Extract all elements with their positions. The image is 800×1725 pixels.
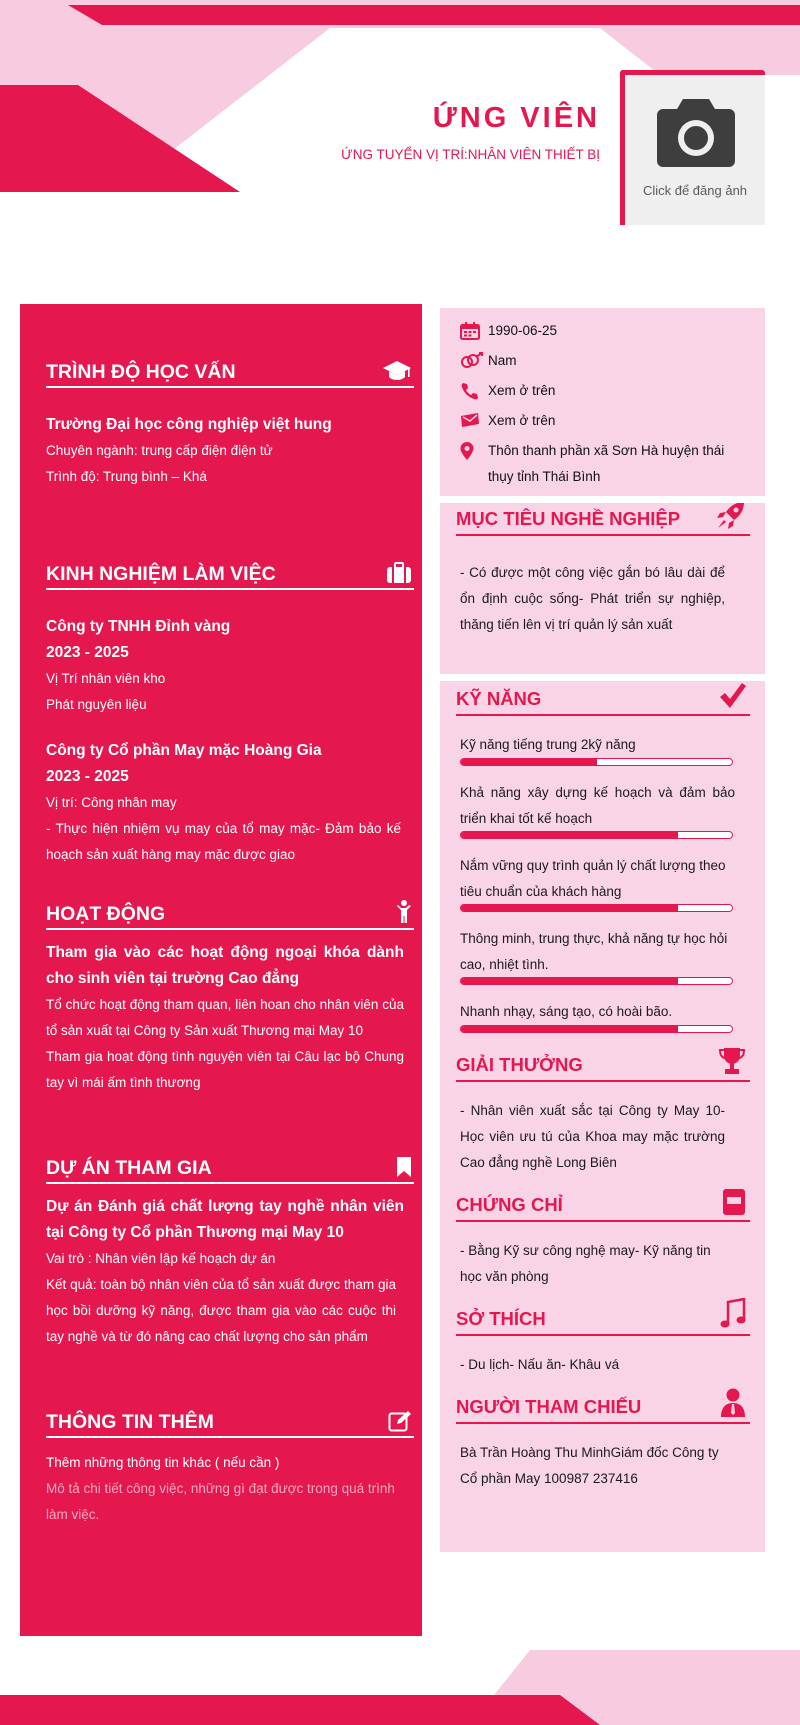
edit-icon [388, 1410, 412, 1432]
awards-title: GIẢI THƯỞNG [456, 1054, 583, 1075]
briefcase-icon [386, 562, 412, 584]
photo-upload[interactable] [620, 70, 765, 225]
skill-bar [460, 831, 733, 839]
objective-text: - Có được một công việc gắn bó lâu dài để ổn định cuộc sống- Phát triển sự nghiệp, thăng tiến lên vị trí quản lý sản xuất [460, 565, 725, 632]
activities-line: Tổ chức hoạt động tham quan, liên hoan cho nhân viên của tổ sản xuất tại Công ty Sản xuất Thương mại May 10 [46, 997, 404, 1038]
job-period: 2023 - 2025 [46, 768, 129, 785]
project-role: Vai trò : Nhân viên lập kế hoạch dự án [46, 1251, 276, 1266]
gender-icon [460, 352, 484, 370]
skill-bar [460, 1025, 733, 1033]
education-level: Trình độ: Trung bình – Khá [46, 469, 207, 484]
skill-bar-fill [461, 978, 678, 984]
skills-heading [456, 682, 750, 716]
rocket-icon [716, 500, 746, 530]
trophy-icon [718, 1046, 746, 1076]
skill-bar-fill [461, 759, 597, 765]
job-line: - Thực hiện nhiệm vụ may của tổ may mặc- Đảm bảo kế hoạch sản xuất hàng may mặc được giao [46, 821, 401, 862]
person-icon [396, 900, 412, 924]
job-company: Công ty Cổ phần May mặc Hoàng Gia [46, 742, 322, 759]
objective-heading [456, 502, 750, 536]
section-divider [440, 496, 765, 503]
activities-title: HOẠT ĐỘNG [46, 903, 166, 925]
activities-headline: Tham gia vào các hoạt động ngoại khóa dành cho sinh viên tại trường Cao đẳng [46, 944, 404, 987]
job-line: Vị Trí nhân viên kho [46, 671, 166, 686]
more-info-description: Mô tả chi tiết công việc, những gì đạt được trong quá trình làm việc. [46, 1481, 395, 1522]
skill-label: Kỹ năng tiếng trung 2kỹ năng [460, 737, 636, 752]
skill-label: Khả năng xây dựng kế hoạch và đảm bảo triển khai tốt kế hoạch [460, 785, 735, 826]
certificates-text: - Bằng Kỹ sư công nghệ may- Kỹ năng tin học văn phòng [460, 1243, 711, 1284]
job-line: Phát nguyên liệu [46, 697, 147, 712]
skills-title: KỸ NĂNG [456, 688, 542, 709]
person-tie-icon [720, 1388, 746, 1418]
phone-icon [460, 382, 478, 400]
project-result: Kết quả: toàn bộ nhân viên của tổ sản xuất được tham gia học bồi dưỡng kỹ năng, được tham gia vào các cuộc thi tay nghề và từ đó nâng cao chất lượng cho sản phẩm [46, 1277, 396, 1344]
more-info-line: Thêm những thông tin khác ( nếu cần ) [46, 1455, 280, 1470]
skill-label: Thông minh, trung thực, khả năng tự học hỏi cao, nhiệt tình. [460, 931, 728, 972]
projects-title: DỰ ÁN THAM GIA [46, 1157, 212, 1179]
calendar-icon [460, 322, 480, 340]
skill-label: Nhanh nhạy, sáng tạo, có hoài bão. [460, 1004, 673, 1019]
email-icon [460, 412, 480, 428]
education-major: Chuyên ngành: trung cấp điện điện tử [46, 443, 273, 458]
skill-bar [460, 904, 733, 912]
skill-label: Nắm vững quy trình quản lý chất lượng theo tiêu chuẩn của khách hàng [460, 858, 726, 899]
activities-line: Tham gia hoạt động tình nguyện viên tại Câu lạc bộ Chung tay vì mái ấm tình thương [46, 1049, 404, 1090]
address: Thôn thanh phần xã Sơn Hà huyện thái thụy tỉnh Thái Bình [488, 443, 725, 484]
graduation-cap-icon [382, 360, 412, 382]
experience-title: KINH NGHIỆM LÀM VIỆC [46, 563, 276, 585]
gender: Nam [488, 353, 517, 368]
certificates-heading [456, 1188, 750, 1222]
section-divider [440, 674, 765, 681]
objective-title: MỤC TIÊU NGHỀ NGHIỆP [456, 508, 681, 529]
certificate-icon [722, 1188, 746, 1216]
hobbies-heading [456, 1302, 750, 1336]
references-heading [456, 1390, 750, 1424]
experience-heading [46, 558, 414, 590]
certificates-title: CHỨNG CHỈ [456, 1194, 563, 1215]
references-title: NGƯỜI THAM CHIẾU [456, 1396, 642, 1417]
hobbies-text: - Du lịch- Nấu ăn- Khâu vá [460, 1357, 620, 1372]
awards-text: - Nhân viên xuất sắc tại Công ty May 10- Học viên ưu tú của Khoa may mặc trường Cao đẳng nghề Long Biên [460, 1103, 725, 1170]
activities-heading [46, 898, 414, 930]
skill-bar-fill [461, 1026, 678, 1032]
skill-bar-fill [461, 832, 678, 838]
more-info-heading [46, 1406, 414, 1438]
bookmark-icon [396, 1156, 412, 1178]
job-period: 2023 - 2025 [46, 644, 129, 661]
applied-position: ỨNG TUYỂN VỊ TRÍ:NHÂN VIÊN THIẾT BỊ [341, 147, 600, 162]
education-heading [46, 356, 414, 388]
projects-heading [46, 1152, 414, 1184]
skill-bar-fill [461, 905, 678, 911]
awards-heading [456, 1048, 750, 1082]
right-column [440, 308, 765, 1552]
email: Xem ở trên [488, 413, 556, 428]
photo-caption: Click để đăng ảnh [642, 183, 748, 198]
skill-bar [460, 977, 733, 985]
music-note-icon [720, 1298, 746, 1330]
candidate-name: ỨNG VIÊN [432, 102, 600, 134]
phone: Xem ở trên [488, 383, 556, 398]
job-company: Công ty TNHH Đỉnh vàng [46, 618, 231, 635]
location-pin-icon [460, 442, 474, 460]
birthday: 1990-06-25 [488, 323, 558, 338]
education-school: Trường Đại học công nghiệp việt hung [46, 416, 332, 433]
job-line: Vị trí: Công nhân may [46, 795, 177, 810]
education-title: TRÌNH ĐỘ HỌC VẤN [46, 361, 236, 383]
references-text: Bà Trần Hoàng Thu MinhGiám đốc Công ty Cổ phần May 100987 237416 [460, 1445, 719, 1486]
left-column [20, 304, 422, 1636]
skill-bar [460, 758, 733, 766]
camera-icon [655, 95, 737, 169]
more-info-title: THÔNG TIN THÊM [46, 1411, 214, 1433]
checkmark-icon [718, 682, 746, 710]
hobbies-title: SỞ THÍCH [456, 1308, 546, 1329]
project-headline: Dự án Đánh giá chất lượng tay nghề nhân viên tại Công ty Cổ phần Thương mại May 10 [46, 1198, 404, 1241]
